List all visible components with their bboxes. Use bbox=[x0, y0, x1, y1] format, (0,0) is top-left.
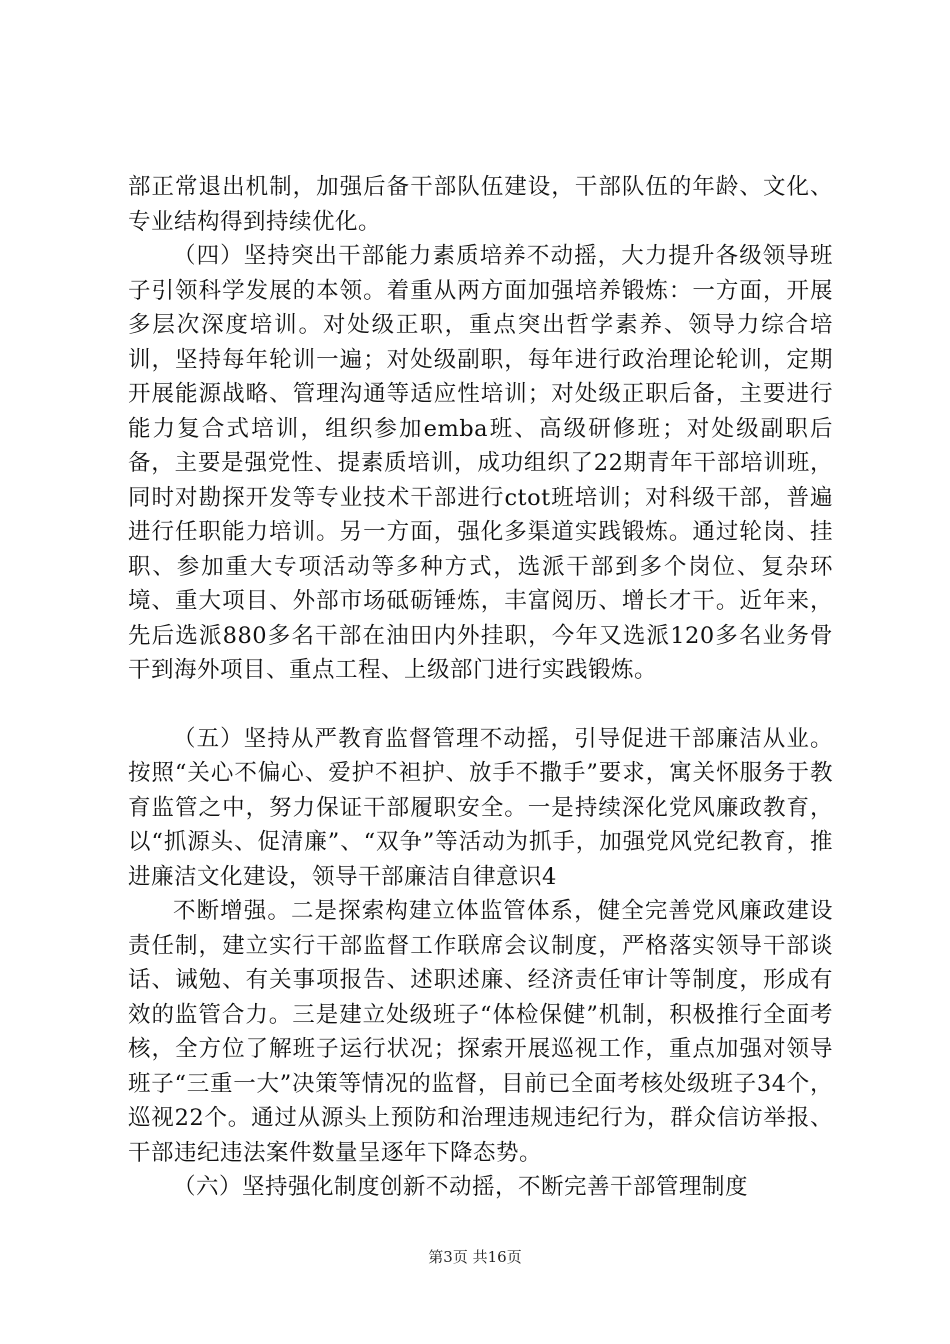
paragraph-section-five: （五）坚持从严教育监督管理不动摇，引导促进干部廉洁从业。按照“关心不偏心、爱护不袒护、放手不撒手”要求，寓关怀服务于教育监管之中，努力保证干部履职安全。一是持续深化党风廉政教育，以“抓源头、促清廉”、“双争”等活动为抓手，加强党风党纪教育，推进廉洁文化建设，领导干部廉洁自律意识4 bbox=[128, 725, 833, 890]
paragraph-section-five-continued: 不断增强。二是探索构建立体监管体系，健全完善党风廉政建设责任制，建立实行干部监督工作联席会议制度，严格落实领导干部谈话、诫勉、有关事项报告、述职述廉、经济责任审计等制度，形成有效的监管合力。三是建立处级班子“体检保健”机制，积极推行全面考核，全方位了解班子运行状况；探索开展巡视工作，重点加强对领导班子“三重一大”决策等情况的监督，目前已全面考核处级班子34个，巡视22个。通过从源头上预防和治理违规违纪行为，群众信访举报、干部违纪违法案件数量呈逐年下降态势。 bbox=[128, 898, 833, 1166]
paragraph-section-six: （六）坚持强化制度创新不动摇，不断完善干部管理制度 bbox=[173, 1174, 749, 1200]
paragraph-section-four: （四）坚持突出干部能力素质培养不动摇，大力提升各级领导班子引领科学发展的本领。着重从两方面加强培养锻炼：一方面，开展多层次深度培训。对处级正职，重点突出哲学素养、领导力综合培训，坚持每年轮训一遍；对处级副职，每年进行政治理论轮训，定期开展能源战略、管理沟通等适应性培训；对处级正职后备，主要进行能力复合式培训，组织参加emba班、高级研修班；对处级副职后备，主要是强党性、提素质培训，成功组织了22期青年干部培训班，同时对勘探开发等专业技术干部进行ctot班培训；对科级干部，普遍进行任职能力培训。另一方面，强化多渠道实践锻炼。通过轮岗、挂职、参加重大专项活动等多种方式，选派干部到多个岗位、复杂环境、重大项目、外部市场砥砺锤炼，丰富阅历、增长才干。近年来，先后选派880多名干部在油田内外挂职，今年又选派120多名业务骨干到海外项目、重点工程、上级部门进行实践锻炼。 bbox=[128, 243, 833, 683]
document-body bbox=[128, 170, 833, 1205]
page-footer: 第3页 共16页 bbox=[428, 1248, 522, 1266]
paragraph-continuation: 部正常退出机制，加强后备干部队伍建设，干部队伍的年龄、文化、专业结构得到持续优化。 bbox=[128, 174, 833, 235]
